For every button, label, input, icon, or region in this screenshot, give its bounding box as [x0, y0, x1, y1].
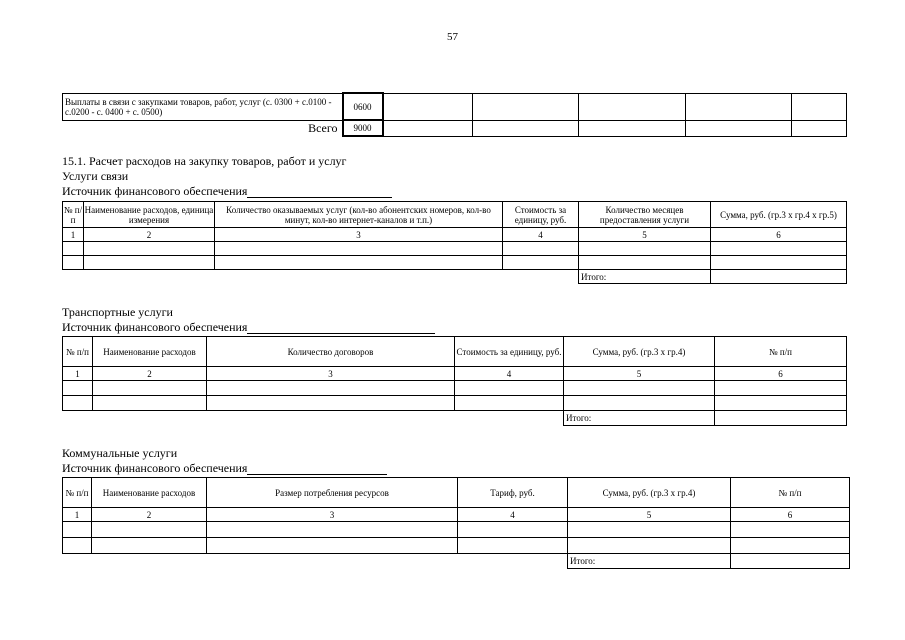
- table-cell: [715, 396, 847, 411]
- table-cell: [84, 256, 215, 270]
- header-cell: Наименование расходов: [93, 337, 207, 367]
- table-cell: [503, 242, 579, 256]
- table-cell: [63, 256, 84, 270]
- column-number: 5: [568, 508, 731, 522]
- column-number: 6: [711, 228, 847, 242]
- table-cell: [92, 538, 207, 554]
- funding-source-label: [62, 185, 392, 198]
- table-cell: [473, 93, 579, 120]
- header-cell: Наименование расходов, единица измерения: [84, 202, 215, 228]
- header-cell: Стоимость за единицу, руб.: [503, 202, 579, 228]
- total-value-cell: [715, 411, 847, 426]
- table-cell: [792, 120, 847, 136]
- column-number: 2: [84, 228, 215, 242]
- table-cell: [731, 522, 850, 538]
- table-cell: [207, 538, 458, 554]
- table-cell: [455, 396, 564, 411]
- table-cell: [455, 381, 564, 396]
- table-cell: [207, 522, 458, 538]
- table-cell: [715, 381, 847, 396]
- header-cell: Сумма, руб. (гр.3 х гр.4): [568, 478, 731, 508]
- column-number: 3: [207, 367, 455, 381]
- table-cell: [686, 120, 792, 136]
- table-cell: [93, 381, 207, 396]
- table-cell: [568, 538, 731, 554]
- column-number: 5: [564, 367, 715, 381]
- header-cell: № п/п: [731, 478, 850, 508]
- funding-source-label: [62, 321, 435, 334]
- table-cell: [93, 396, 207, 411]
- table-cell: [63, 381, 93, 396]
- column-number: 2: [93, 367, 207, 381]
- column-number: 1: [63, 508, 92, 522]
- funding-source-text: Источник финансового обеспечения: [62, 184, 248, 198]
- utilities-heading: Коммунальные услуги: [62, 446, 178, 460]
- total-label: Всего: [63, 120, 343, 136]
- table-cell: [207, 381, 455, 396]
- table-cell: [92, 522, 207, 538]
- funding-source-text: Источник финансового обеспечения: [62, 461, 248, 475]
- table-cell: [84, 242, 215, 256]
- header-cell: № п/п: [63, 202, 84, 228]
- table-cell: [792, 93, 847, 120]
- header-cell: Количество оказываемых услуг (кол-во абонентских номеров, кол-во минут, кол-во интернет-каналов и т.п.): [215, 202, 503, 228]
- table-cell: [503, 256, 579, 270]
- header-cell: Сумма, руб. (гр.3 х гр.4): [564, 337, 715, 367]
- empty-cell: [63, 554, 568, 569]
- section-subheading: Услуги связи: [62, 169, 129, 183]
- table-cell: [579, 120, 686, 136]
- header-cell: Количество договоров: [207, 337, 455, 367]
- header-cell: Размер потребления ресурсов: [207, 478, 458, 508]
- header-cell: Стоимость за единицу, руб.: [455, 337, 564, 367]
- total-label: Итого:: [568, 554, 731, 569]
- transport-table: [62, 336, 847, 426]
- table-cell: [564, 396, 715, 411]
- table-cell: [711, 242, 847, 256]
- funding-source-line: [247, 321, 435, 334]
- header-cell: Наименование расходов: [92, 478, 207, 508]
- payments-row-code: 0600: [343, 93, 383, 120]
- table-cell: [458, 538, 568, 554]
- column-number: 3: [215, 228, 503, 242]
- section-heading: 15.1. Расчет расходов на закупку товаров, работ и услуг: [62, 154, 347, 168]
- header-cell: № п/п: [715, 337, 847, 367]
- table-cell: [711, 256, 847, 270]
- column-number: 2: [92, 508, 207, 522]
- header-cell: № п/п: [63, 478, 92, 508]
- total-code: 9000: [343, 120, 383, 136]
- column-number: 6: [731, 508, 850, 522]
- utilities-table: [62, 477, 850, 569]
- funding-source-label: [62, 462, 387, 475]
- total-label: Итого:: [579, 270, 711, 284]
- header-cell: Тариф, руб.: [458, 478, 568, 508]
- header-cell: Сумма, руб. (гр.3 х гр.4 х гр.5): [711, 202, 847, 228]
- table-cell: [568, 522, 731, 538]
- table-cell: [473, 120, 579, 136]
- table-cell: [215, 256, 503, 270]
- empty-cell: [63, 270, 579, 284]
- empty-cell: [63, 411, 564, 426]
- table-cell: [215, 242, 503, 256]
- funding-source-text: Источник финансового обеспечения: [62, 320, 248, 334]
- funding-source-line: [247, 185, 392, 198]
- table-cell: [564, 381, 715, 396]
- payments-table: [62, 92, 847, 137]
- total-label: Итого:: [564, 411, 715, 426]
- page-number: 57: [447, 31, 458, 43]
- column-number: 5: [579, 228, 711, 242]
- total-value-cell: [711, 270, 847, 284]
- table-cell: [63, 538, 92, 554]
- table-cell: [63, 396, 93, 411]
- column-number: 1: [63, 367, 93, 381]
- transport-heading: Транспортные услуги: [62, 305, 173, 319]
- communications-table: [62, 201, 847, 284]
- table-cell: [686, 93, 792, 120]
- header-cell: Количество месяцев предоставления услуги: [579, 202, 711, 228]
- column-number: 3: [207, 508, 458, 522]
- table-cell: [579, 93, 686, 120]
- column-number: 6: [715, 367, 847, 381]
- table-cell: [579, 256, 711, 270]
- column-number: 4: [503, 228, 579, 242]
- column-number: 1: [63, 228, 84, 242]
- payments-row-label: Выплаты в связи с закупками товаров, работ, услуг (с. 0300 + с.0100 - с.0200 - с. 0400 + с. 0500): [63, 93, 343, 120]
- funding-source-line: [247, 462, 387, 475]
- table-cell: [63, 242, 84, 256]
- table-cell: [383, 93, 473, 120]
- table-cell: [383, 120, 473, 136]
- table-cell: [579, 242, 711, 256]
- header-cell: № п/п: [63, 337, 93, 367]
- column-number: 4: [458, 508, 568, 522]
- column-number: 4: [455, 367, 564, 381]
- table-cell: [731, 538, 850, 554]
- table-cell: [207, 396, 455, 411]
- table-cell: [458, 522, 568, 538]
- total-value-cell: [731, 554, 850, 569]
- table-cell: [63, 522, 92, 538]
